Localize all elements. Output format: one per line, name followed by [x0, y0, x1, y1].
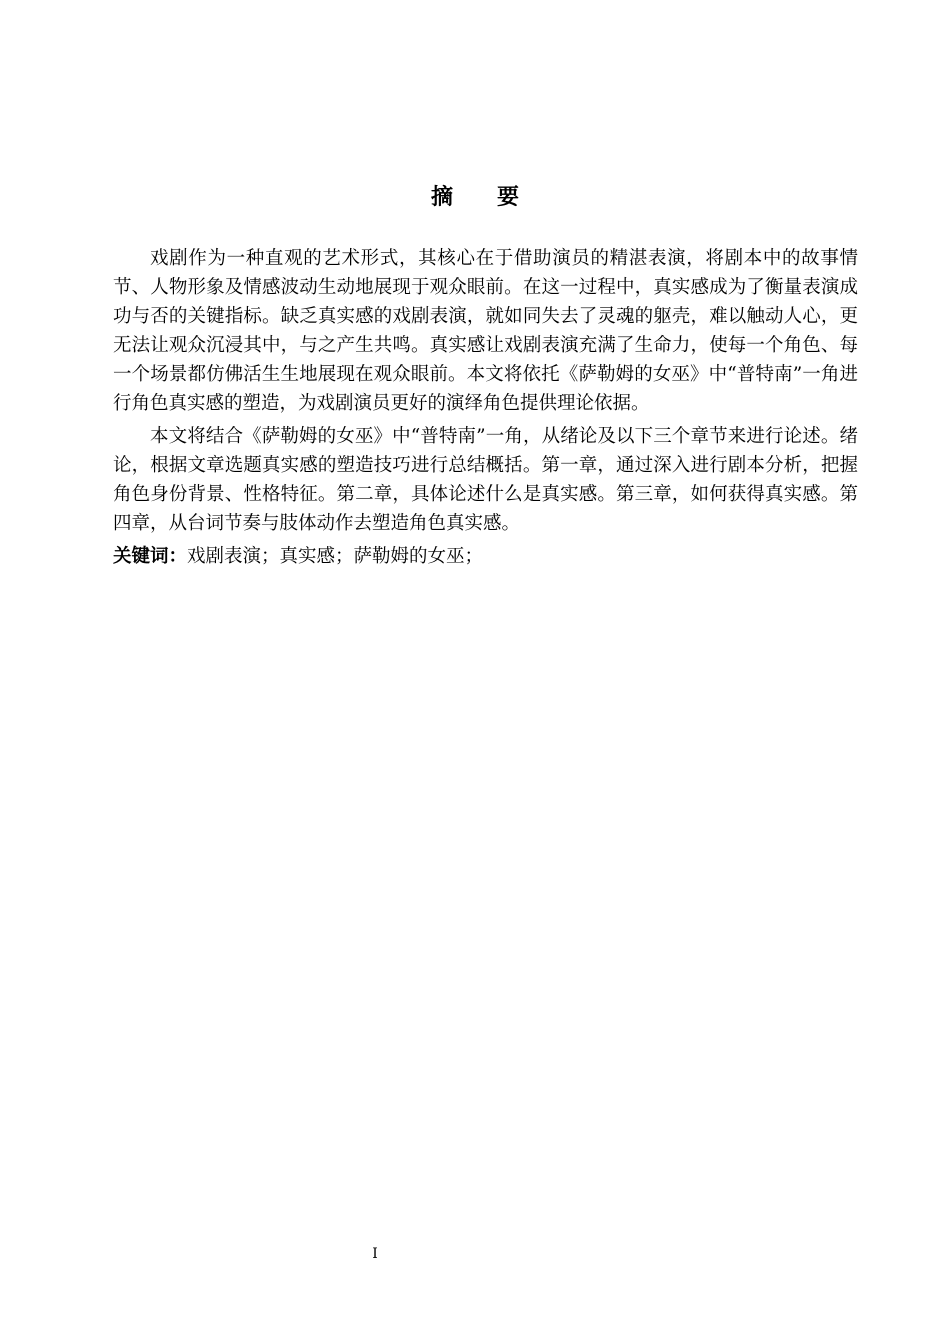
keywords-value: 戏剧表演；真实感；萨勒姆的女巫；	[187, 546, 484, 567]
abstract-paragraph-2: 本文将结合《萨勒姆的女巫》中“普特南”一角，从绪论及以下三个章节来进行论述。绪论，根据文章选题真实感的塑造技巧进行总结概括。第一章，通过深入进行剧本分析，把握角色身份背景、性格特征。第二章，具体论述什么是真实感。第三章，如何获得真实感。第四章，从台词节奏与肢体动作去塑造角色真实感。	[113, 426, 858, 534]
abstract-title-char-2: 要	[497, 185, 520, 210]
abstract-body	[113, 244, 858, 571]
abstract-title-char-1: 摘	[430, 185, 453, 210]
abstract-title	[0, 180, 950, 211]
abstract-paragraph-1: 戏剧作为一种直观的艺术形式，其核心在于借助演员的精湛表演，将剧本中的故事情节、人物形象及情感波动生动地展现于观众眼前。在这一过程中，真实感成为了衡量表演成功与否的关键指标。缺乏真实感的戏剧表演，就如同失去了灵魂的躯壳，难以触动人心，更无法让观众沉浸其中，与之产生共鸣。真实感让戏剧表演充满了生命力，使每一个角色、每一个场景都仿佛活生生地展现在观众眼前。本文将依托《萨勒姆的女巫》中“普特南”一角进行角色真实感的塑造，为戏剧演员更好的演绎角色提供理论依据。	[113, 248, 858, 414]
keywords-line	[113, 542, 858, 571]
keywords-label: 关键词：	[113, 546, 188, 567]
page-number: I	[372, 1246, 378, 1262]
